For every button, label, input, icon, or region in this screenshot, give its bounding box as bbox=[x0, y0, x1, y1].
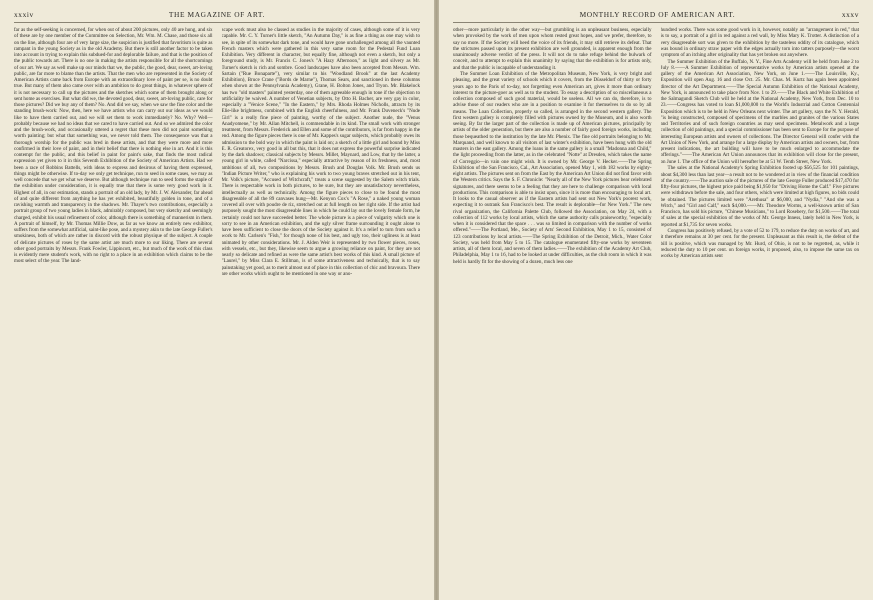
paragraph: The Summer Exhibition of the Buffalo, N. Y., Fine Arts Academy will be held from June 2 to July 8.——A Summer Exhibition of representative works by American artists opened at the gallery of the American Art Association, New York, on June 1.——The Louisville, Ky., Exposition will open Aug. 16 and close Oct. 25. Mr. Chas. M. Kurtz has again been appointed director of the Art Department.——The Special Autumn Exhibition of the National Academy, New York, is announced to take place from Nov. 1 to 29.——The Black and White Exhibition of the Salmagundi Sketch Club will be held at the National Academy, New York, from Dec. 10 to 23.——Congress has voted to loan $1,000,000 to the World's Industrial and Cotton Centennial Exposition which is to be held in New Orleans next winter. The art gallery, says the N. Y. Herald, "is being constructed, composed of specimens of the marbles and granites of the various States and Territories and of such foreign countries as may send specimens. Metalwork and a large collection of old paintings, and a special commissioner has been sent to Europe for the purpose of interesting European artists and owners of collections. The Director General will confer with the Art Union of New York, and arrange for a large display by American artists and owners, but, from present indications, the art building will have to be much enlarged to accommodate the offerings."——The American Art Union announces that its exhibition will close for the present, on June 1. The office of the Union will hereafter be at 51 W. Tenth Street, New York. bbox=[660, 58, 859, 165]
left-page-number: xxxiv bbox=[14, 10, 34, 19]
left-running-head bbox=[14, 10, 420, 23]
paragraph: other—more particularly in the other way—but grumbling is an unpleasant business, especially when provoked by the work of men upon whom rested great hopes, and we prefer, therefore, to say no more. If the Society will heed the voice of its friends, it may still retrieve its defeat. That the strictures passed upon its present exhibition are well grounded, is apparent enough from the unanimously adverse verdict of the press. It will not do to take refuge behind the bulwark of conceit, and to attempt to explain this unanimity by saying that the exhibition is for artists only, and that the public is incapable of understanding it. bbox=[453, 27, 652, 71]
right-running-head bbox=[453, 10, 859, 23]
left-page bbox=[0, 0, 434, 600]
paragraph: far as the self-seeking is concerned, for when out of about 200 pictures, only 40 are hung, and six of these are by one member of the Committee on Selection, Mr. Wm. M. Chase, and those six all on the line, although four are of very large size, the suspicion is justified that favoritism is quite as rampant in the young Society as in the old Academy. But there is still another factor to be taken into account in trying to explain this subdued-for and deplorable failure, and that is the position of the public towards art. There is no one in making the artists responsible for all the shortcomings of our art. We say as well make up our minds that we, the public, the good, dear, sweet, art-loving public, are far more to blame than the artists. That the men who are represented in the Society of American Artists came back from Europe with an extraordinary love of paint per se, is no doubt true. But many of them also came over with an ambition to do great things, in whatever sphere of it is not necessary to call up the pictures and the sketches which some of them brought along or sent home as exercises. But what did we, the devoted good, dear, sweet, art-loving public, care for those pictures? Did we buy any of them? No. And did we say, when we saw the fine color and the standing brush-work: Now, then, here we have artists who can carry out our ideas as we would like to have them carried out, and we will set them to work immediately? No. Why? Well—probably because we had no ideas that we cared to have carried out. And so we admired the color and the brush-work, and occasionally uttered a regret that these men did not paint something worth painting; but what that something was, we never told them. The consequence was that a thorough worship for the public was bred in these artists, and that they were more and more confirmed in their love of paint, and in their belief that there is nothing else in art. And it is this contempt for the public, and this belief in paint for paint's sake, that finds the most radical expression yet given to it in this Seventh Exhibition of the Society of American Artists. Had we been a race of Robbins Battells, with ideas to express and desirous of having them expressed, things might be otherwise. If to-day we only get technique, run to seed in some cases, we may as well concede that we get what we deserve. But although technique run to seed forms the staple of the exhibition under consideration, it is equally true that there is some very good work in it. Highest of all, in our estimation, stands a portrait of an old lady, by Mr. J. W. Alexander, far ahead of and quite different from anything he has yet exhibited, beautifully golden in tone, and of a ravishing warmth and transparency in the shadows. Mr. Thayer's two contributions, especially a portrait group of two young ladies in black, admirably composed, but very sketchy and seemingly charged, exhibit his usual refinement of color, although there is something of mannerism in them. A portrait of himself, by Mr. Thomas Millie Dow, as far as we know an entirely new exhibitor, suffers from the somewhat artificial, saint-like pose, and a mystery akin to the late George Fuller's smokiness, both of which are rather in discord with the robust physique of the subject. A couple of delicate pictures of roses by the same artist are much more to our liking. There are several other good portraits by Messrs. Frank Fowler, Lippincott, etc., but much of the work of this class is evidently mere student's work, with no right to a place in an exhibition which claims to be the most select of the year. The land- bbox=[14, 27, 213, 265]
left-running-title: THE MAGAZINE OF ART. bbox=[168, 10, 265, 19]
left-column-1 bbox=[14, 27, 213, 597]
paragraph: The Summer Loan Exhibition of the Metropolitan Museum, New York, is very bright and pleasing, and the great variety of schools which it covers, from the Düsseldorf of thirty or forty years ago to the Paris of to-day, not forgetting even American art, gives it more than ordinary interest to the picture-goer as well as to the student. To essay a description of so miscellaneous a collection composed of such good material, would be useless. All we can do, therefore, is to advise those of our readers who are in a position to examine it for themselves to do so by all means. The Loan Collection, properly so called, is arranged in the second western gallery. The first western gallery is completely filled with pictures owned by the Museum, and is also worth seeing. By far the larger part of the collection is made up of American pictures, principally by artists of the older generation, but there are also a number of fairly good foreign works, including those bequeathed to the institution by the late Mr. Phenix. The fine old portraits belonging to Mr. Marquand, and well known to all visitors of last winter's exhibition, have been hung with the old masters in the east gallery. Among the loans in the same gallery is a small "Madonna and Child," the light proceeding from the latter, as in the celebrated "Notte" at Dresden, which takes the name of Correggio—in vain one might wish. It is owned by Mr. George V. Hecker.——The Spring Exhibition of the San Francisco, Cal., Art Association, opened May 1, with 182 works by eighty-eight artists. The pictures sent on from the East by the American Art Union did not find favor with the Western critics. Says the S. F. Chronicle: "Nearly all of the New York pictures bear celebrated signatures, and there seems to be a feeling that they are here to challenge comparison with local productions. This comparison is able to insist upon, since it is more than encouraging to local art. It looks to the casual observer as if the Eastern artists had sent out New York's poorest work, expecting it to outrank San Francisco's best. The result is deplorable—for New York." The new rival organization, the California Palette Club, followed the Association, on May 24, with a collection of 112 works by local artists, which the same authority calls praiseworthy, "especially when it is considered that the space . . . was so limited in comparison with the number of works offered."——The Portland, Me., Society of Arts' Second Exhibition, May 1 to 15, consisted of 123 contributions by local artists.——The Spring Exhibition of the Detroit, Mich., Water Color Society, was held from May 5 to 15. The catalogue enumerated fifty-one works by seventeen artists, all of them local, and seven of them ladies.——The exhibition of the Academy Art Club, Philadelphia, May 1 to 16, had to be looked at under difficulties, as the club room in which it was held is hardly fit for the showing of a dozen, much less one bbox=[453, 71, 652, 265]
right-column-2 bbox=[661, 27, 860, 597]
right-running-title: MONTHLY RECORD OF AMERICAN ART. bbox=[579, 10, 736, 19]
paragraph: Congress has positively refused, by a vote of 52 to 179, to reduce the duty on works of art, and it therefore remains at 30 per cent. for the present. Unpleasant as this result is, the defeat of the bill is positive, which was managed by Mr. Hurd, of Ohio, is not to be regretted, as, while it reduced the duty to 10 per cent. on foreign works, it proposed, also, to impose the same tax on works by American artists sent bbox=[660, 228, 859, 260]
right-column-1 bbox=[453, 27, 652, 597]
paragraph: scape work must also be classed as studies in the majority of cases, although some of it is very capable. Mr. C. Y. Turner's little sketch, "An Autumn Day," is as fine a thing as one may wish to see, in spite of its somewhat dark tone, and would have gone unchallenged among all the vaunted French masters which were gathered in this very same room for the Pedestal Fund Loan Exhibition. Very different in character, but equally fine, although not even a sketch, but only a foreground study, is Mr. Francis C. Jones's "A Hazy Afternoon," as light and silvery as Mr. Turner's sketch is rich and sombre. Good landscapes have also been accepted from Messrs. Wm. Sartain ("Rue Bonaparte"), very similar to his "Woodland Brook" at the last Academy Exhibition), Bruce Crane ("Bords de Marne"), Thomas Sears, and sanctioned in these columns when shown at the Pennsylvania Academy), Grane, H. Bolton Jones, and Tryon. Mr. Blakelock has two "old masters" painted yesterday, one of them agreeable enough in tone if the objection to artificiality be waived. A number of Venetian subjects, by Otto H. Bacher, are very gay in color, especially a "Venice Scene," "In the Eastern," by Mrs. Rhoda Holmes Nicholls, attracts by its Elie-like brightness, combined with the English cheerfulness, and Mr. Frank Duveneck's "Nude Girl" is a really fine piece of painting, worthy of the subject. Another nude, the "Venus Anadyomene," by Mr. Allan Mitchell, is commendable in its kind. The small work with stronger treatment, from Messrs. Frederick and Ellen and some of the contributors, is far from happy in the end. Among the figure pieces there is one of Mr. Kappes's sugar subjects, which probably owes its admission to the bold way in which the paint is laid on; a sketch of a little girl and hound by Miss E. R. Greatorex, very good in all but this, that it does not express the powerful surprise indicated by the dark shadows; classical subjects by Messrs. Millet, Maynard, and Low, that by the latter, a young girl in white, called "Narcissa," especially attractive by reason of its freshness, and, most ambitious of all, two compositions by Messrs. Brush and Douglas Volk. Mr. Brush sends us "Indian Picture Writer," who is explaining his work to two young braves stretched out in his tent, Mr. Volk's picture, "Accused of Witchcraft," treats a scene suggested by the Salem witch trials. There is respectable work in both pictures, to be sure, but they are unsatisfactory nevertheless, intellectually as well as technically. Among the figure pieces to close to be found the most disagreeable of all the 89 canvases hung—Mr. Kenyon Cox's "A Rose," a naked young woman covered all over with poudre de riz, stretched out at full length on her right side. If the artist had purposely sought the most disagreeable lines in which he could lay out the lovely female form, he certainly could not have succeeded better. The whole picture is a piece of vulgarity which one is sorry to see in an American exhibition, and the ugly silver frame surrounding it ought alone to have been sufficient to close the doors of the Society against it. It's a relief to turn from such a work to Mr. Carlsen's "Fish," for though none of his best, and ugly too, their ugliness is at least animated by other considerations. Mr. J. Alden Weir is represented by two flower pieces, roses, with vessels, etc., but they, likewise seem to argue a growing reliance on paint, for they are not nearly so delicate and refined as were the same artist's best works of this kind. A small picture of "Laurel," by Miss Clara E. Stillman, is of some attractiveness and technically, that is to say painstaking yet good, as to merit almost out of place in this collection of chic and bravoura. There are other works which ought to be mentioned in one way or ano- bbox=[221, 27, 420, 277]
paragraph: hundred works. There was some good work in it, however, notably an "arrangement in red," that is to say, a portrait of a girl in red against a red wall, by Miss Mary K. Trotter. A distinction of a very disagreeable sort was given to the exhibition by the tasteless oddity of its catalogue, which was bound in ordinary straw paper with the edges actually torn into tatters purposely—the worst symptom of an itching after originality that has yet broken out anywhere. bbox=[660, 27, 859, 58]
paragraph: The sales at the National Academy's Spring Exhibition footed up $56,525 for 101 paintings, about $4,300 less than last year—a result not to be wondered at in view of the financial condition of the country.——The auction sale of the pictures of the late George Fuller produced $17,470 for fifty-four pictures, the highest price paid being $1,950 for "Driving Home the Calf." Five pictures were withdrawn before the sale, and four others, which were limited at high figures, no bids could be obtained. The pictures limited were "Arethusa" at $6,000, and "Nydia," "And she was a Witch," and "Girl and Calf," each $4,000.——Mr. Theodore Worms, a well-known artist of San Francisco, has sold his picture, "Chinese Musicians," to Lord Rosebery, for $1,500.——The total of sales at the special exhibition of the works of Mr. George Inness, lately held in New York, is reported at $1,735 for seven works. bbox=[660, 165, 859, 228]
right-page bbox=[439, 0, 873, 600]
right-page-number: xxxv bbox=[841, 10, 859, 19]
left-column-2 bbox=[222, 27, 421, 597]
